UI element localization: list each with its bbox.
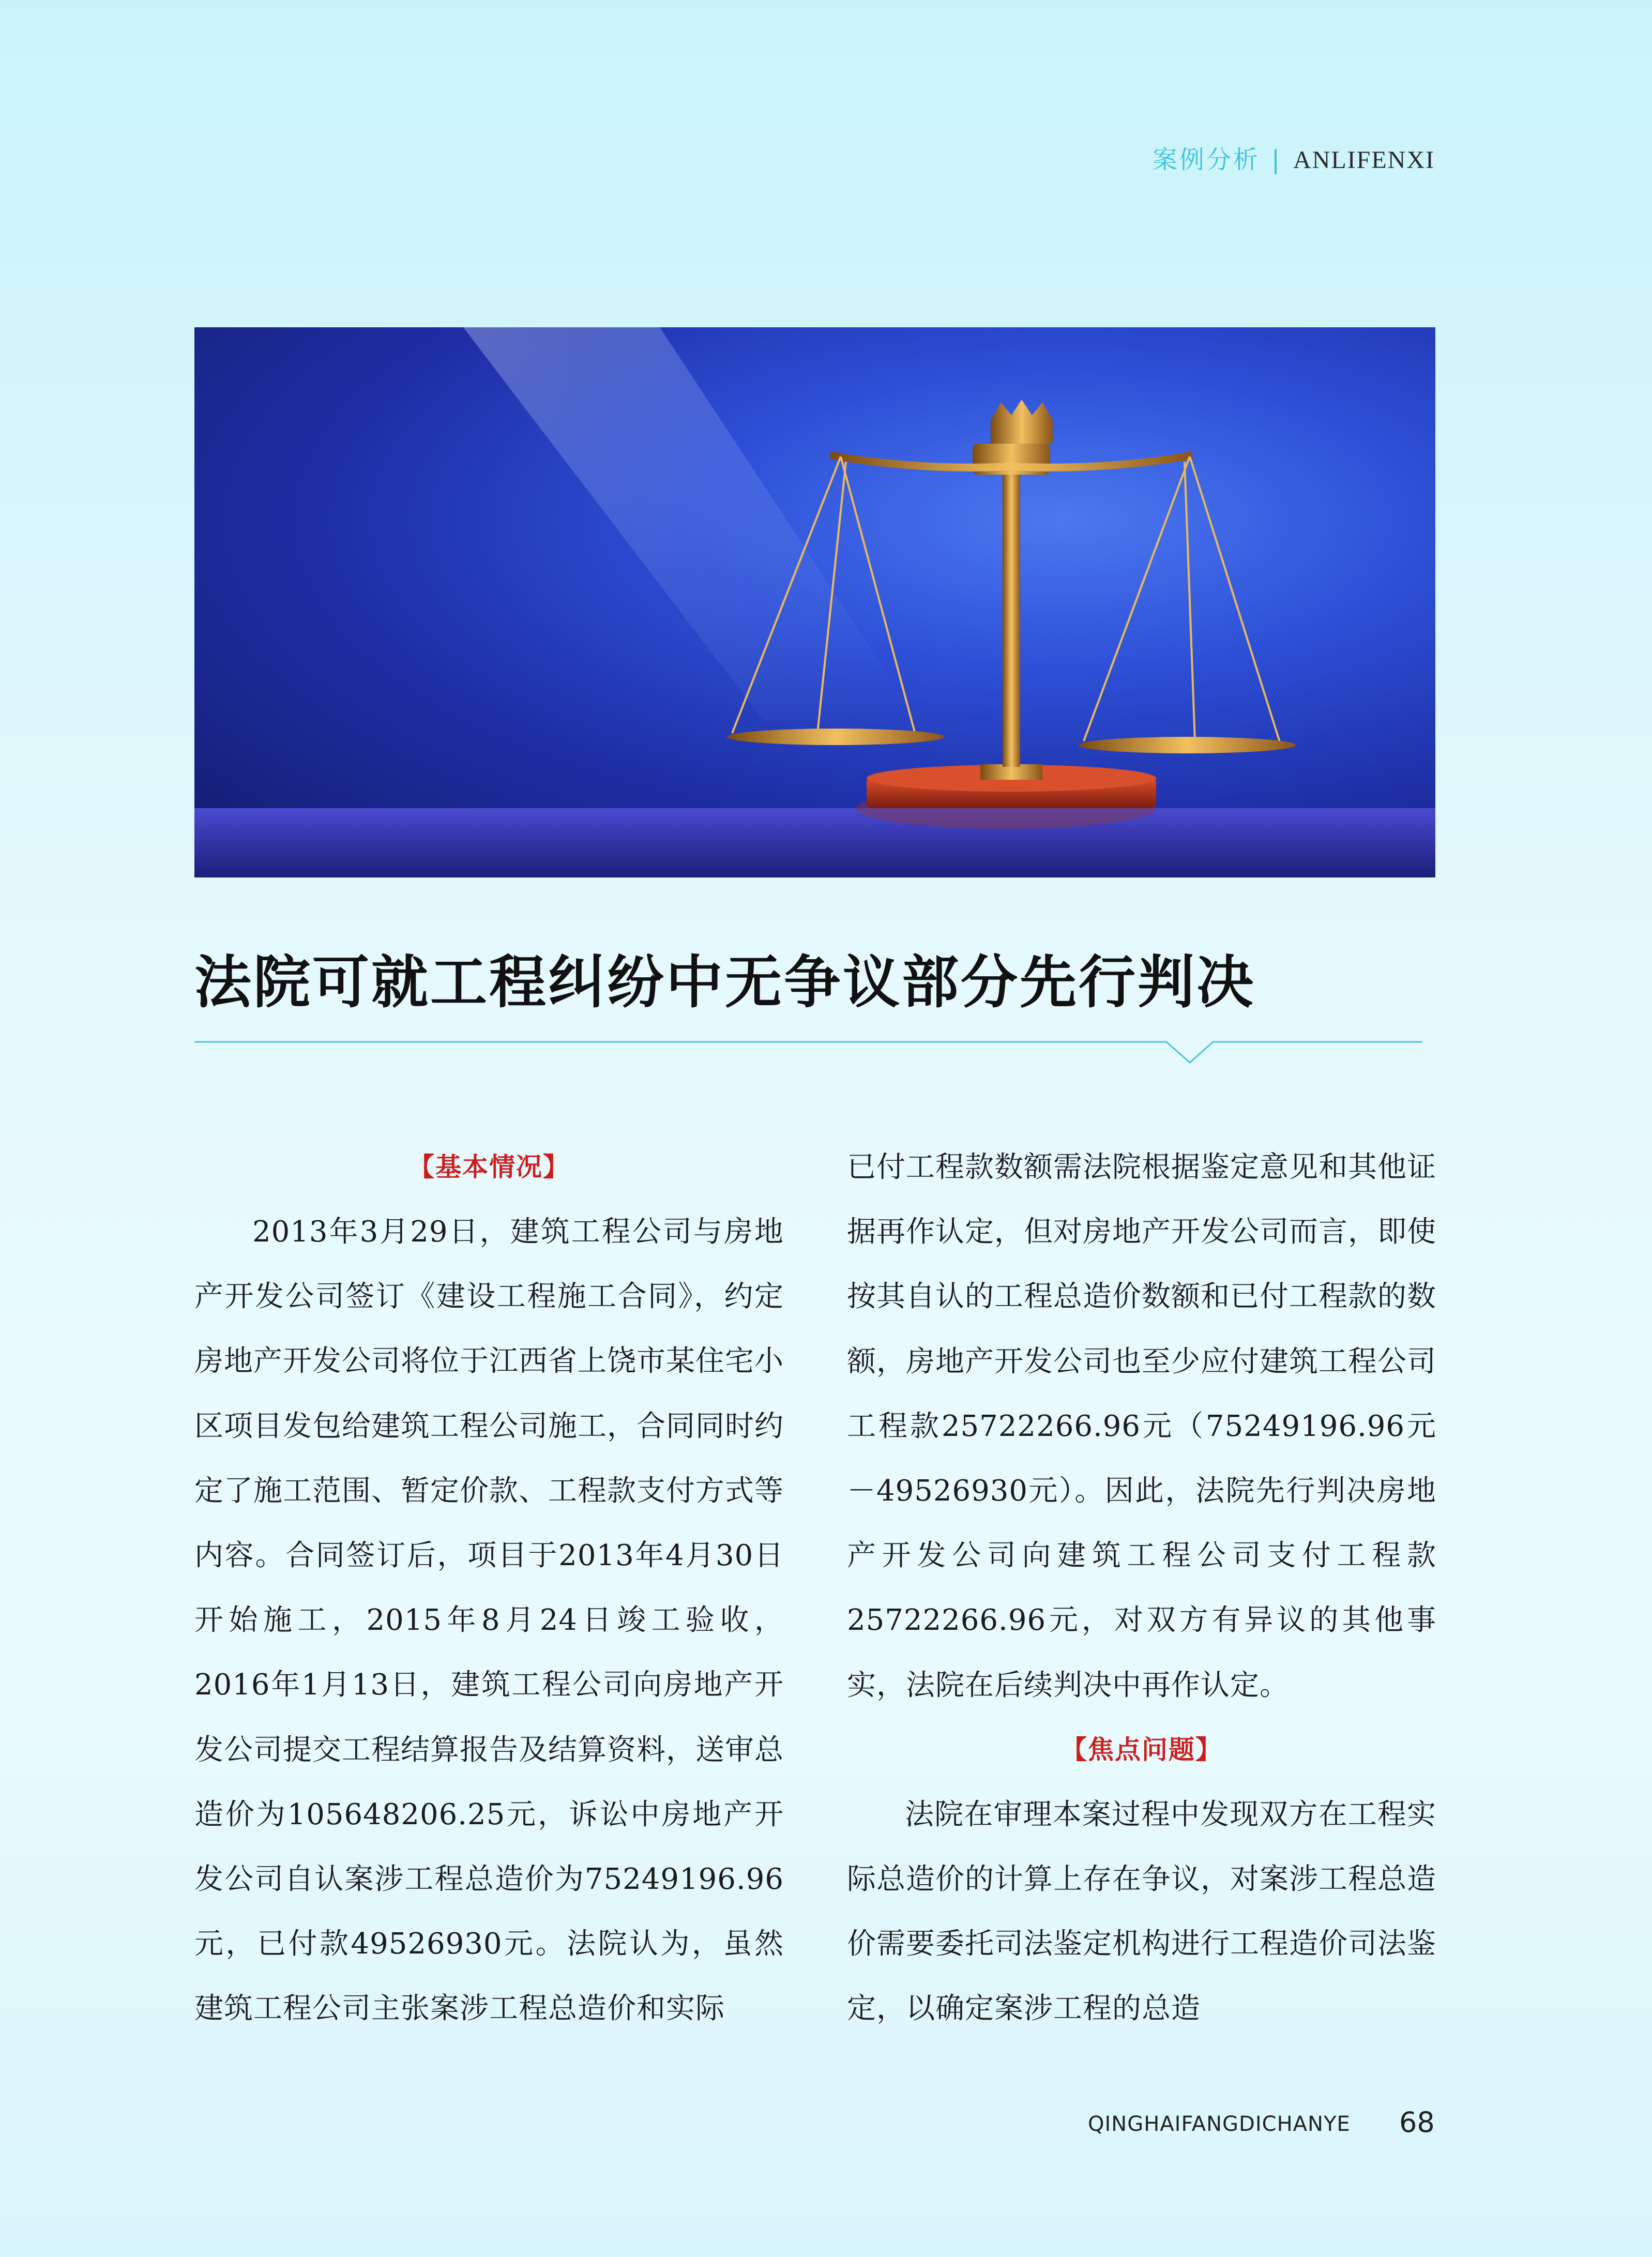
paragraph-basic-situation-continued: 已付工程款数额需法院根据鉴定意见和其他证据再作认定，但对房地产开发公司而言，即使按其自认的工程总造价数额和已付工程款的数额，房地产开发公司也至少应付建筑工程公司工程款25722266.96元（75249196.96元－49526930元）。因此，法院先行判决房地产开发公司向建筑工程公司支付工程款25722266.96元，对双方有异议的其他事实，法院在后续判决中再作认定。 bbox=[847, 1150, 1436, 1702]
column-left bbox=[194, 1135, 784, 2041]
page-number: 68 bbox=[1399, 2106, 1435, 2139]
section-heading-basic-situation: 【基本情况】 bbox=[408, 1152, 570, 1182]
paragraph-basic-situation: 2013年3月29日，建筑工程公司与房地产开发公司签订《建设工程施工合同》，约定房地产开发公司将位于江西省上饶市某住宅小区项目发包给建筑工程公司施工，合同同时约定了施工范围、暂定价款、工程款支付方式等内容。合同签订后，项目于2013年4月30日开始施工，2015年8月24日竣工验收，2016年1月13日，建筑工程公司向房地产开发公司提交工程结算报告及结算资料，送审总造价为105648206.25元，诉讼中房地产开发公司自认案涉工程总造价为75249196.96元，已付款49526930元。法院认为，虽然建筑工程公司主张案涉工程总造价和实际 bbox=[194, 1215, 784, 2026]
column-right bbox=[847, 1135, 1436, 2041]
scales-of-justice-photo bbox=[194, 327, 1435, 877]
section-heading-focus-issue: 【焦点问题】 bbox=[1061, 1734, 1222, 1765]
section-header bbox=[1153, 140, 1435, 175]
section-label-en: ANLIFENXI bbox=[1293, 146, 1435, 174]
paragraph-focus-issue: 法院在审理本案过程中发现双方在工程实际总造价的计算上存在争议，对案涉工程总造价需要委托司法鉴定机构进行工程造价司法鉴定，以确定案涉工程的总造 bbox=[847, 1797, 1436, 2026]
section-separator: | bbox=[1271, 145, 1282, 174]
title-divider bbox=[194, 1037, 1422, 1068]
footer-magazine-name: QINGHAIFANGDICHANYE bbox=[1088, 2112, 1351, 2136]
article-title: 法院可就工程纠纷中无争议部分先行判决 bbox=[194, 949, 1255, 1016]
section-label-cn: 案例分析 bbox=[1152, 145, 1260, 174]
